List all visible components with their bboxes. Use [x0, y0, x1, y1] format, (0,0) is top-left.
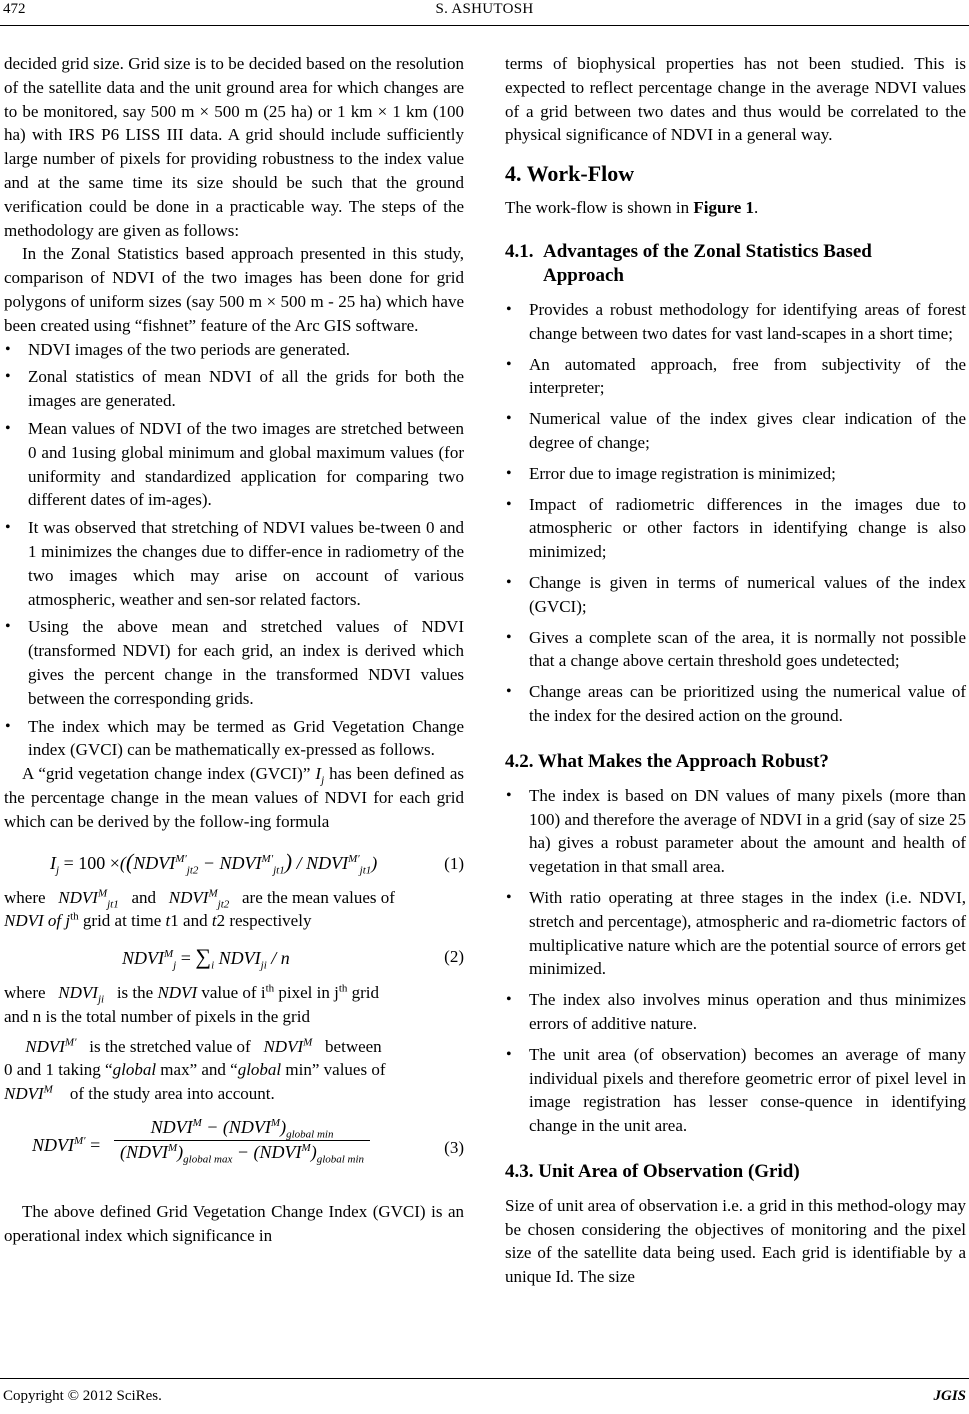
paragraph: decided grid size. Grid size is to be decided based on the resolution of the satellite data and the unit ground area for which changes are to be monitored, say 500 m × 500 m (25 ha) or 1 km × 1 km (100 ha) with IRS P6 LISS III data. A grid should include sufficiently large number of pixels for providing robustness to the index value and at the same time its size should be such that the ground verification could be done in a practicable way. The steps of the methodology are given as follows: — [4, 54, 464, 240]
heading-text: Advantages of the Zonal Statistics Based — [543, 240, 872, 262]
equation-1: $I_j = 100$ $\times((NDVI^{M'}_{jt2}$ − $NDVI^{M'}_{jt1}$) / $NDVI^{M'}_{jt1}$) (1) — [50, 848, 464, 877]
list-item: • Zonal statistics of mean NDVI of all the grids for both the images are generated. — [4, 365, 464, 413]
text-run: A “grid vegetation change index (GVCI)” — [22, 764, 316, 784]
list-item: • An automated approach, free from subjectivity of the interpreter; — [505, 353, 966, 401]
footer-rule — [0, 1378, 969, 1379]
list-item: • The unit area (of observation) becomes an average of many individual pixels and therefore geometric error of pixel level in image registration has lesser conse-quence in identifying change in the unit area. — [505, 1043, 966, 1138]
text-run: where — [4, 983, 46, 1003]
list-item: • Change areas can be prioritized using the numerical value of the index for the desired action on the ground. — [505, 680, 966, 728]
text-run: NDVI of j — [4, 911, 71, 931]
text-run: global — [237, 1060, 282, 1080]
list-item: • The index is based on DN values of many pixels (more than 100) and therefore the average of NDVI in a grid (say of size 25 ha) gives a robust parameter about the amount and health of vegetation in that small area. — [505, 784, 966, 879]
text-run: . — [754, 198, 759, 218]
equation-number: (2) — [444, 947, 464, 967]
paragraph: A “grid vegetation change index (GVCI)” $I_j$ has been defined as the percentage change in the mean values of NDVI for each grid which can be derived by the follow-ing formula — [4, 764, 465, 831]
list-item: • With ratio operating at three stages in the index (i.e. NDVI, stretch and percentage), atmospheric and ra-diometric factors of multiplicative nature which are the potential source of errors get minimized. — [505, 886, 966, 981]
paragraph: where $NDVI_{ji}$ is the NDVI value of $i^{th}$ pixel in $j^{th}$ grid and n is the total number of pixels in the grid — [4, 982, 380, 1026]
list-item: • Provides a robust methodology for identifying areas of forest change between two dates for vast land-scapes in a short time; — [505, 298, 966, 346]
heading-text: Approach — [543, 264, 624, 286]
figure-reference: Figure 1 — [693, 198, 755, 218]
subsection-heading — [505, 240, 966, 288]
text-run: max” and “ — [156, 1060, 238, 1080]
text-run: value of i — [197, 983, 266, 1003]
text-run: has been defined as the percentage change in the mean values of NDVI for each grid which can be derived by the follow-ing formula — [4, 764, 465, 831]
paragraph — [505, 196, 966, 220]
left-column — [4, 52, 464, 1248]
paragraph: $NDVI^{M'}$ is the stretched value of $NDVI^M$ between 0 and 1 taking “global max” and “global min” values of $NDVI^M$ of the study area into account. — [4, 1036, 386, 1104]
text-run: 0 and 1 taking “ — [4, 1060, 113, 1080]
running-author: S. ASHUTOSH — [435, 1, 534, 17]
text-run: and n is the total number of pixels in the grid — [4, 1006, 310, 1026]
paragraph: Size of unit area of observation i.e. a grid in this method-ology may be chosen considering the objectives of monitoring and the pixel size of the satellite data being used. Each grid is identifiable by a unique Id. The size — [505, 1195, 966, 1287]
subsection-heading: 4.3. Unit Area of Observation (Grid) — [505, 1160, 800, 1182]
text-run: where — [4, 887, 46, 907]
steps-list — [4, 338, 464, 763]
list-item: • Numerical value of the index gives clear indication of the degree of change; — [505, 407, 966, 455]
section-number: 4.1. — [505, 240, 534, 262]
list-item: • Mean values of NDVI of the two images are stretched between 0 and 1using global minimum and global maximum values (for uniformity and standardized application for comparing two different dates of im-ages). — [4, 417, 464, 512]
text-run: is the stretched value of — [89, 1036, 251, 1056]
list-item: • NDVI images of the two periods are generated. — [4, 338, 464, 362]
text-run: of the study area into account. — [69, 1084, 275, 1104]
paragraph: The above defined Grid Vegetation Change Index (GVCI) is an operational index which significance in — [4, 1202, 464, 1245]
text-run: respectively — [225, 911, 312, 931]
journal-name: JGIS — [933, 1388, 966, 1404]
list-item: • Gives a complete scan of the area, it is normally not possible that a change above certain threshold goes undetected; — [505, 626, 966, 674]
subsection-heading: 4.2. What Makes the Approach Robust? — [505, 750, 829, 772]
list-item: • Change is given in terms of numerical values of the index (GVCI); — [505, 571, 966, 619]
text-run: pixel in j — [274, 983, 339, 1003]
text-run: The work-flow is shown in — [505, 198, 694, 218]
robustness-list — [505, 784, 966, 1138]
text-run: is the — [116, 983, 154, 1003]
list-item: • Using the above mean and stretched values of NDVI (transformed NDVI) for each grid, an index is derived which gives the percent change in the transformed NDVI values between the corresponding grids. — [4, 615, 464, 710]
equation-3: $NDVI^{M'}$ = $NDVI^M$ − $(NDVI^M)_{global min}$ $(NDVI^M)_{global max}$ − $(NDVI^M)_{global min}$ (3) — [32, 1117, 464, 1166]
text-run: and — [178, 911, 212, 931]
text-run: grid at time — [78, 911, 166, 931]
text-run: and — [131, 887, 157, 907]
list-item: • Impact of radiometric differences in the images due to atmospheric or other factors in identifying change is also minimized; — [505, 493, 966, 564]
paragraph: where $NDVI^M_{jt1}$ and $NDVI^M_{jt2}$ are the mean values of NDVI of $j^{th}$ grid at time t1 and t2 respectively — [4, 886, 395, 931]
paragraph: terms of biophysical properties has not been studied. This is expected to reflect percentage change in the average NDVI values of a grid between two dates and thus would be correlated to the physical significance of NDVI in a general way. — [505, 54, 966, 145]
list-item: • It was observed that stretching of NDVI values be-tween 0 and 1 minimizes the changes due to differ-ence in radiometry of the two images which may arise on account of various atmospheric, weather and sen-sor related factors. — [4, 516, 464, 611]
text-run: are the mean values of — [242, 887, 395, 907]
section-heading: 4. Work-Flow — [505, 161, 635, 187]
equation-number: (1) — [444, 853, 464, 873]
text-run: between — [325, 1036, 382, 1056]
copyright: Copyright © 2012 SciRes. — [3, 1388, 162, 1404]
right-column — [505, 52, 966, 1289]
equation-number: (3) — [444, 1138, 464, 1158]
equation-2: $NDVI^M_j = \sum_i$ $NDVI_{ji}$ / n (2) — [122, 944, 464, 972]
list-item: • Error due to image registration is minimized; — [505, 462, 966, 486]
text-run: min” values of — [281, 1060, 386, 1080]
paragraph: In the Zonal Statistics based approach presented in this study, comparison of NDVI of the two images has been done for grid polygons of uniform sizes (say 500 m × 500 m - 25 ha) which have been created using “fishnet” feature of the Arc GIS software. — [4, 244, 464, 335]
header-rule — [0, 25, 969, 26]
page-number: 472 — [3, 1, 26, 17]
text-run: grid — [347, 983, 380, 1003]
list-item: • The index which may be termed as Grid Vegetation Change index (GVCI) can be mathematically ex-pressed as follows. — [4, 715, 464, 763]
page-header — [0, 0, 969, 24]
advantages-list — [505, 298, 966, 728]
list-item: • The index also involves minus operation and thus minimizes errors of additive nature. — [505, 988, 966, 1036]
text-run: global — [112, 1060, 157, 1080]
